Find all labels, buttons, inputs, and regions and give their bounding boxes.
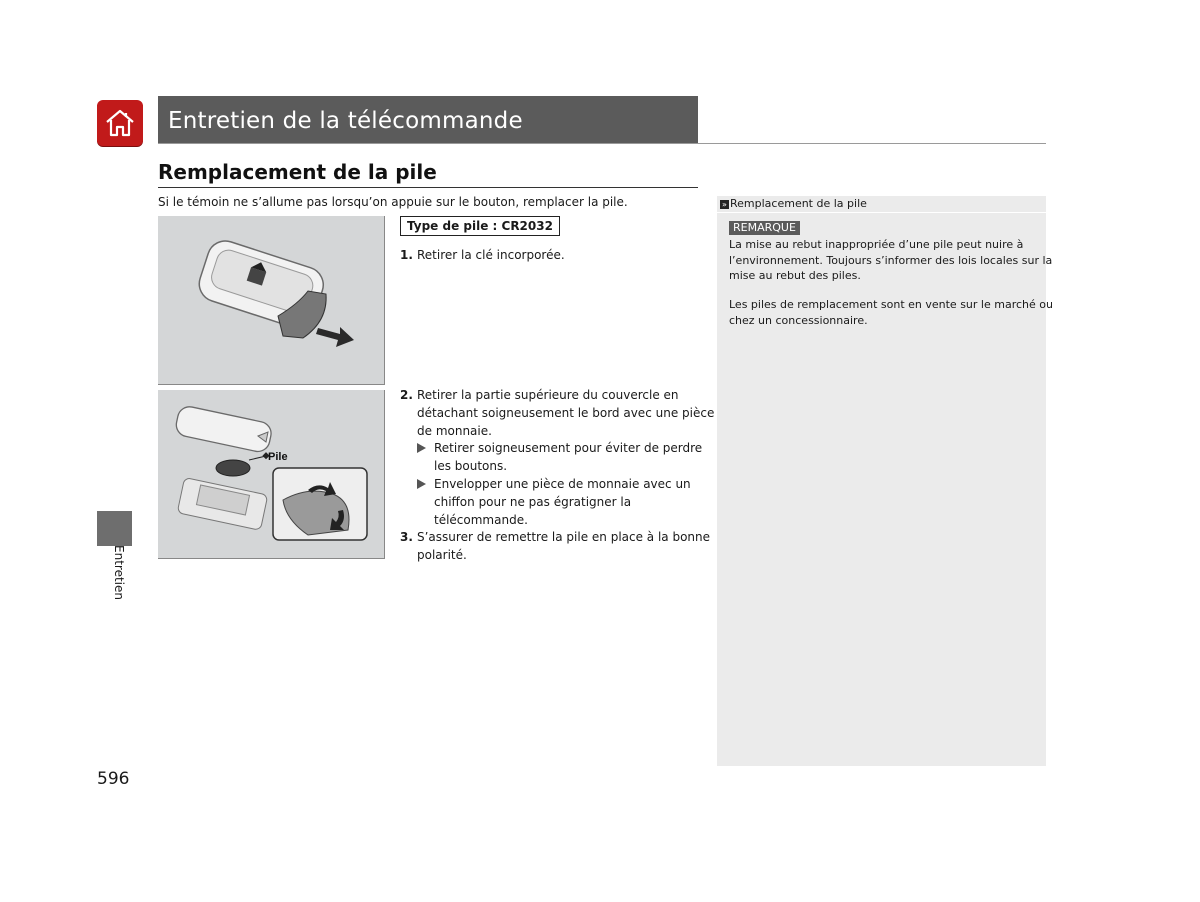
- side-notes-divider: [717, 212, 1046, 213]
- remarque-badge: REMARQUE: [729, 221, 800, 235]
- step-text: Retirer la clé incorporée.: [417, 248, 565, 262]
- step-3: [400, 528, 711, 564]
- step-number: 3.: [400, 530, 413, 544]
- side-note-line: Les piles de remplacement sont en vente sur le marché ou: [729, 298, 1053, 311]
- page-number: 596: [97, 769, 130, 789]
- substep-1: [417, 439, 703, 475]
- key-removal-illustration: [158, 216, 385, 385]
- substep-text: Envelopper une pièce de monnaie avec un: [434, 477, 691, 491]
- step-text: polarité.: [417, 548, 467, 562]
- section-divider: [158, 187, 698, 188]
- step-text: détachant soigneusement le bord avec une pièce: [417, 406, 715, 420]
- step-2: [400, 386, 715, 440]
- battery-label: Pile: [268, 451, 288, 463]
- home-icon: [104, 107, 136, 139]
- side-note-line: chez un concessionnaire.: [729, 313, 868, 327]
- intro-text: Si le témoin ne s’allume pas lorsqu’on appuie sur le bouton, remplacer la pile.: [158, 195, 628, 209]
- side-note-line: La mise au rebut inappropriée d’une pile peut nuire à: [729, 238, 1024, 251]
- side-note-line: mise au rebut des piles.: [729, 269, 861, 282]
- step-number: 1.: [400, 248, 413, 262]
- page-title: Entretien de la télécommande: [168, 108, 523, 134]
- side-note-paragraph-1: [729, 237, 1052, 284]
- side-notes-heading: [720, 197, 867, 210]
- substep-text: Retirer soigneusement pour éviter de perdre: [434, 441, 703, 455]
- substep-2: [417, 475, 697, 529]
- double-chevron-icon: »: [720, 200, 729, 209]
- substep-text: chiffon pour ne pas égratigner la: [434, 495, 632, 509]
- battery-type-box: Type de pile : CR2032: [400, 216, 560, 236]
- side-notes-heading-text: Remplacement de la pile: [730, 197, 867, 210]
- step-text: S’assurer de remettre la pile en place à la bonne: [417, 530, 711, 544]
- home-button[interactable]: [97, 100, 143, 146]
- chapter-tab-label: Entretien: [112, 545, 126, 600]
- step-text: de monnaie.: [417, 424, 492, 438]
- side-note-paragraph-2: [729, 297, 1053, 328]
- step-text: Retirer la partie supérieure du couvercle en: [417, 388, 679, 402]
- step-number: 2.: [400, 388, 413, 402]
- title-divider: [158, 143, 1046, 144]
- section-title: Remplacement de la pile: [158, 160, 437, 184]
- battery-replacement-illustration: [158, 390, 385, 559]
- side-note-line: l’environnement. Toujours s’informer des lois locales sur la: [729, 253, 1053, 267]
- chapter-tab[interactable]: [97, 511, 132, 546]
- arrow-right-icon: [417, 443, 426, 453]
- substep-text: télécommande.: [434, 513, 528, 527]
- arrow-right-icon: [417, 479, 426, 489]
- substep-text: les boutons.: [434, 459, 508, 473]
